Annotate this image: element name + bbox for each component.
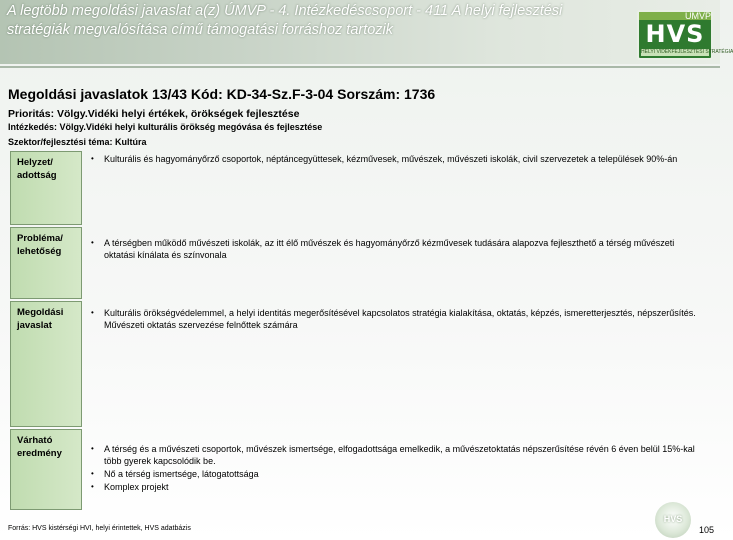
hvs-logo — [637, 10, 733, 60]
row-label-problem: Probléma/ lehetőség — [10, 227, 82, 299]
priority-line: Prioritás: Völgy.Vidéki helyi értékek, örökségek fejlesztése — [8, 108, 300, 120]
source-note: Forrás: HVS kistérségi HVI, helyi érintettek, HVS adatbázis — [8, 525, 191, 532]
row-content-solution — [88, 307, 700, 332]
measure-line: Intézkedés: Völgy.Vidéki helyi kulturális örökség megóvása és fejlesztése — [8, 122, 323, 132]
page-title: Megoldási javaslatok 13/43 Kód: KD-34-Sz.F-3-04 Sorszám: 1736 — [8, 86, 436, 102]
row-label-situation: Helyzet/ adottság — [10, 151, 82, 225]
logo-subtitle: HELYI VIDÉKFEJLESZTÉSI STRATÉGIA — [641, 49, 733, 55]
logo-top-text: ÚMVP — [685, 11, 712, 21]
row-content-situation — [88, 153, 700, 166]
list-item: • Nő a térség ismertsége, látogatottsága — [88, 468, 700, 480]
list-item: • Kulturális örökségvédelemmel, a helyi identitás megerősítésével kapcsolatos stratégia kialakítása, oktatás, képzés, ismeretterjesztés, népszerűsítés. Művészeti oktatás szervezése felnőttek számára — [88, 307, 700, 331]
header-banner — [0, 0, 733, 64]
page-number: 105 — [699, 525, 715, 535]
row-label-expected-result: Várható eredmény — [10, 429, 82, 510]
footer-logo — [655, 502, 691, 538]
list-item: • Komplex projekt — [88, 481, 700, 493]
row-label-solution: Megoldási javaslat — [10, 301, 82, 427]
row-content-expected-result — [88, 443, 700, 494]
list-item: • Kulturális és hagyományőrző csoportok, néptáncegyüttesek, kézművesek, művészek, művészeti iskolák, civil szervezetek a települések 90%-án — [88, 153, 700, 165]
row-content-problem — [88, 237, 700, 262]
sector-line: Szektor/fejlesztési téma: Kultúra — [8, 137, 147, 147]
list-item: • A térség és a művészeti csoportok, művészek ismertsége, elfogadottsága emelkedik, a művészetoktatás népszerűsítése révén 6 éven belül 15%-kal több gyerek kapcsolódik be. — [88, 443, 700, 467]
list-item: • A térségben működő művészeti iskolák, az itt élő művészek és hagyományőrző kézművesek tudására alapozva fejleszthető a térség művészeti oktatási kínálata és színvonala — [88, 237, 700, 261]
logo-text: HVS — [645, 20, 705, 48]
footer-logo-text: HVS — [663, 514, 683, 524]
header-title: A legtöbb megoldási javaslat a(z) ÚMVP - 4. Intézkedéscsoport - 411 A helyi fejlesztési stratégiák megvalósítása című támogatási forráshoz tartozik — [7, 3, 563, 38]
header-divider — [0, 66, 720, 68]
